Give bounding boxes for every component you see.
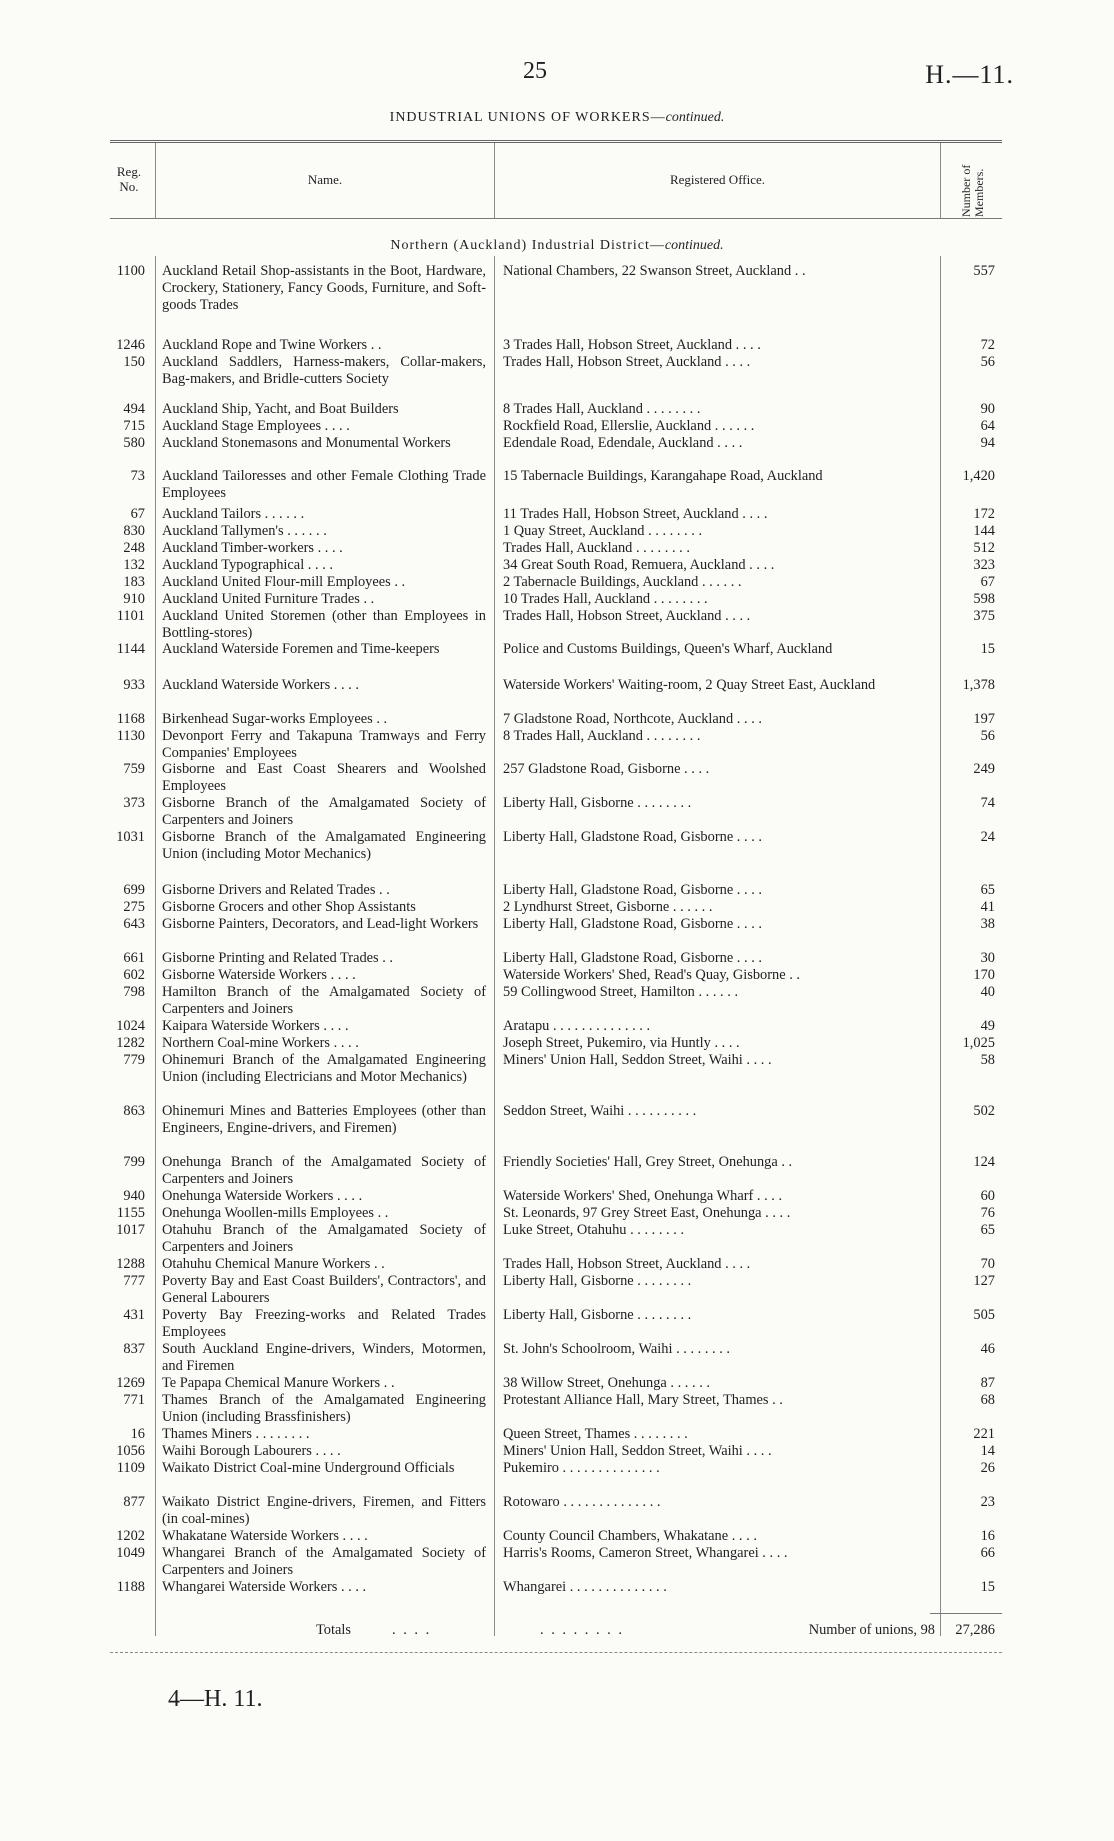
member-count: 375 — [973, 608, 995, 624]
reg-number: 877 — [123, 1494, 145, 1510]
reg-number: 373 — [123, 795, 145, 811]
header-number-of-members — [960, 147, 988, 217]
union-name: Onehunga Waterside Workers . . . . — [162, 1188, 363, 1204]
reg-number: 799 — [123, 1154, 145, 1170]
registered-office: Trades Hall, Auckland . . . . . . . . — [503, 540, 690, 556]
union-name: Waihi Borough Labourers . . . . — [162, 1443, 341, 1459]
reg-number: 602 — [123, 967, 145, 983]
member-count: 90 — [980, 401, 995, 417]
registered-office: 257 Gladstone Road, Gisborne . . . . — [503, 761, 710, 777]
registered-office: 2 Tabernacle Buildings, Auckland . . . . . . — [503, 574, 742, 590]
union-name: Otahuhu Chemical Manure Workers . . — [162, 1256, 385, 1272]
reg-number: 183 — [123, 574, 145, 590]
header-registered-office: Registered Office. — [669, 172, 766, 187]
union-name: Gisborne Branch of the Amalgamated Engineering Union (including Motor Mechanics) — [162, 829, 486, 862]
registered-office: Seddon Street, Waihi . . . . . . . . . . — [503, 1103, 697, 1119]
member-count: 323 — [973, 557, 995, 573]
member-count: 172 — [973, 506, 995, 522]
registered-office: Rockfield Road, Ellerslie, Auckland . . . . . . — [503, 418, 755, 434]
union-name: Onehunga Woollen-mills Employees . . — [162, 1205, 389, 1221]
reg-number: 830 — [123, 523, 145, 539]
member-count: 557 — [973, 263, 995, 279]
registered-office: Liberty Hall, Gisborne . . . . . . . . — [503, 1273, 692, 1289]
reg-number: 910 — [123, 591, 145, 607]
reg-number: 779 — [123, 1052, 145, 1068]
member-count: 64 — [980, 418, 995, 434]
registered-office: Joseph Street, Pukemiro, via Huntly . . . . — [503, 1035, 740, 1051]
reg-number: 863 — [123, 1103, 145, 1119]
union-name: Auckland Retail Shop-assistants in the Boot, Hardware, Crockery, Stationery, Fancy Goods, Furniture, and Soft-goods Trades — [162, 263, 486, 313]
union-name: Auckland Stonemasons and Monumental Workers — [162, 435, 451, 451]
reg-number: 1168 — [116, 711, 145, 727]
union-name: Auckland Stage Employees . . . . — [162, 418, 350, 434]
reg-number: 1031 — [116, 829, 145, 845]
member-count: 46 — [980, 1341, 995, 1357]
district-heading-suffix: continued. — [664, 238, 724, 253]
registered-office: 1 Quay Street, Auckland . . . . . . . . — [503, 523, 703, 539]
registered-office: Miners' Union Hall, Seddon Street, Waihi . . . . — [503, 1052, 772, 1068]
reg-number: 67 — [130, 506, 145, 522]
registered-office: Edendale Road, Edendale, Auckland . . . . — [503, 435, 743, 451]
union-name: Gisborne Painters, Decorators, and Lead-light Workers — [162, 916, 479, 932]
union-name: Auckland Typographical . . . . — [162, 557, 333, 573]
reg-number: 1024 — [116, 1018, 145, 1034]
reg-number: 1246 — [116, 337, 145, 353]
member-count: 65 — [980, 1222, 995, 1238]
reg-number: 1282 — [116, 1035, 145, 1051]
registered-office: 10 Trades Hall, Auckland . . . . . . . . — [503, 591, 708, 607]
reg-number: 759 — [123, 761, 145, 777]
union-name: Poverty Bay and East Coast Builders', Contractors', and General Labourers — [162, 1273, 486, 1306]
registered-office: 38 Willow Street, Onehunga . . . . . . — [503, 1375, 710, 1391]
member-count: 144 — [973, 523, 995, 539]
member-count: 41 — [980, 899, 995, 915]
registered-office: 34 Great South Road, Remuera, Auckland . . . . — [503, 557, 775, 573]
reg-number: 1155 — [116, 1205, 145, 1221]
member-count: 15 — [980, 1579, 995, 1595]
union-name: Auckland Tailoresses and other Female Clothing Trade Employees — [162, 468, 486, 501]
registered-office: Trades Hall, Hobson Street, Auckland . . . . — [503, 354, 751, 370]
reg-number: 1269 — [116, 1375, 145, 1391]
reg-number: 16 — [130, 1426, 145, 1442]
reg-number: 1017 — [116, 1222, 145, 1238]
totals-leader-dots-a: . . . . — [392, 1622, 432, 1638]
member-count: 87 — [980, 1375, 995, 1391]
registered-office: 3 Trades Hall, Hobson Street, Auckland . . . . — [503, 337, 761, 353]
registered-office: 7 Gladstone Road, Northcote, Auckland . . . . — [503, 711, 762, 727]
reg-number: 715 — [123, 418, 145, 434]
footer-reference: 4—H. 11. — [168, 1686, 263, 1712]
union-name: Gisborne Waterside Workers . . . . — [162, 967, 356, 983]
union-name: Kaipara Waterside Workers . . . . — [162, 1018, 349, 1034]
reg-number: 132 — [123, 557, 145, 573]
registered-office: Liberty Hall, Gladstone Road, Gisborne . . . . — [503, 916, 762, 932]
registered-office: Queen Street, Thames . . . . . . . . — [503, 1426, 688, 1442]
registered-office: St. Leonards, 97 Grey Street East, Onehunga . . . . — [503, 1205, 791, 1221]
member-count: 49 — [980, 1018, 995, 1034]
member-count: 30 — [980, 950, 995, 966]
reg-number: 1144 — [116, 641, 145, 657]
union-name: Auckland Ship, Yacht, and Boat Builders — [162, 401, 399, 417]
registered-office: 2 Lyndhurst Street, Gisborne . . . . . . — [503, 899, 713, 915]
member-count: 14 — [980, 1443, 995, 1459]
union-name: Ohinemuri Branch of the Amalgamated Engineering Union (including Electricians and Motor Mechanics) — [162, 1052, 486, 1085]
union-name: Whangarei Waterside Workers . . . . — [162, 1579, 367, 1595]
document-reference: H.—11. — [925, 60, 1014, 89]
union-name: Northern Coal-mine Workers . . . . — [162, 1035, 359, 1051]
registered-office: Police and Customs Buildings, Queen's Wharf, Auckland — [503, 641, 833, 657]
reg-number: 837 — [123, 1341, 145, 1357]
member-count: 67 — [980, 574, 995, 590]
column-divider-office — [940, 256, 941, 1636]
total-members: 27,286 — [955, 1622, 995, 1638]
member-count: 72 — [980, 337, 995, 353]
registered-office: 8 Trades Hall, Auckland . . . . . . . . — [503, 728, 701, 744]
header-bottom-rule — [110, 218, 1002, 219]
union-name: Gisborne and East Coast Shearers and Woolshed Employees — [162, 761, 486, 794]
member-count: 38 — [980, 916, 995, 932]
union-name: Whangarei Branch of the Amalgamated Society of Carpenters and Joiners — [162, 1545, 486, 1578]
registered-office: Luke Street, Otahuhu . . . . . . . . — [503, 1222, 685, 1238]
member-count: 15 — [980, 641, 995, 657]
registered-office: Rotowaro . . . . . . . . . . . . . . — [503, 1494, 661, 1510]
registered-office: Whangarei . . . . . . . . . . . . . . — [503, 1579, 667, 1595]
reg-number: 1100 — [116, 263, 145, 279]
member-count: 60 — [980, 1188, 995, 1204]
registered-office: Liberty Hall, Gladstone Road, Gisborne . . . . — [503, 882, 762, 898]
member-count: 40 — [980, 984, 995, 1000]
union-name: Gisborne Printing and Related Trades . . — [162, 950, 394, 966]
header-members-line2: Members. — [972, 168, 986, 217]
column-divider-name — [494, 256, 495, 1636]
member-count: 598 — [973, 591, 995, 607]
registered-office: 11 Trades Hall, Hobson Street, Auckland . . . . — [503, 506, 768, 522]
member-count: 24 — [980, 829, 995, 845]
registered-office: Liberty Hall, Gladstone Road, Gisborne . . . . — [503, 950, 762, 966]
reg-number: 643 — [123, 916, 145, 932]
member-count: 58 — [980, 1052, 995, 1068]
union-name: South Auckland Engine-drivers, Winders, Motormen, and Firemen — [162, 1341, 486, 1374]
reg-number: 580 — [123, 435, 145, 451]
reg-number: 777 — [123, 1273, 145, 1289]
registered-office: National Chambers, 22 Swanson Street, Auckland . . — [503, 263, 806, 279]
union-name: Gisborne Branch of the Amalgamated Society of Carpenters and Joiners — [162, 795, 486, 828]
member-count: 23 — [980, 1494, 995, 1510]
member-count: 124 — [973, 1154, 995, 1170]
registered-office: 8 Trades Hall, Auckland . . . . . . . . — [503, 401, 701, 417]
member-count: 1,025 — [962, 1035, 995, 1051]
union-name: Auckland Waterside Foremen and Time-keepers — [162, 641, 440, 657]
header-divider-office — [940, 143, 941, 218]
registered-office: Waterside Workers' Shed, Read's Quay, Gisborne . . — [503, 967, 801, 983]
member-count: 502 — [973, 1103, 995, 1119]
bottom-rule — [110, 1652, 1002, 1653]
union-name: Waikato District Coal-mine Underground Officials — [162, 1460, 455, 1476]
column-divider-reg — [155, 256, 156, 1636]
registered-office: Pukemiro . . . . . . . . . . . . . . — [503, 1460, 660, 1476]
union-name: Auckland Tailors . . . . . . — [162, 506, 305, 522]
registered-office: Waterside Workers' Shed, Onehunga Wharf . . . . — [503, 1188, 783, 1204]
member-count: 1,420 — [962, 468, 995, 484]
reg-number: 699 — [123, 882, 145, 898]
union-name: Whakatane Waterside Workers . . . . — [162, 1528, 368, 1544]
registered-office: Liberty Hall, Gisborne . . . . . . . . — [503, 795, 692, 811]
registered-office: Waterside Workers' Waiting-room, 2 Quay Street East, Auckland — [503, 677, 876, 693]
totals-label: Totals — [316, 1622, 351, 1638]
registered-office: Friendly Societies' Hall, Grey Street, Onehunga . . — [503, 1154, 793, 1170]
reg-number: 940 — [123, 1188, 145, 1204]
reg-number: 661 — [123, 950, 145, 966]
registered-office: Liberty Hall, Gladstone Road, Gisborne . . . . — [503, 829, 762, 845]
union-name: Auckland United Furniture Trades . . — [162, 591, 375, 607]
member-count: 94 — [980, 435, 995, 451]
reg-number: 1288 — [116, 1256, 145, 1272]
registered-office: 15 Tabernacle Buildings, Karangahape Road, Auckland — [503, 468, 823, 484]
registered-office: County Council Chambers, Whakatane . . . . — [503, 1528, 757, 1544]
registered-office: Protestant Alliance Hall, Mary Street, Thames . . — [503, 1392, 783, 1408]
header-name: Name. — [307, 172, 343, 187]
registered-office: Liberty Hall, Gisborne . . . . . . . . — [503, 1307, 692, 1323]
header-members-line1: Number of — [959, 164, 973, 217]
reg-number: 1056 — [116, 1443, 145, 1459]
reg-number: 1188 — [116, 1579, 145, 1595]
member-count: 127 — [973, 1273, 995, 1289]
union-name: Otahuhu Branch of the Amalgamated Society of Carpenters and Joiners — [162, 1222, 486, 1255]
union-name: Te Papapa Chemical Manure Workers . . — [162, 1375, 395, 1391]
union-name: Auckland Waterside Workers . . . . — [162, 677, 359, 693]
table-title-suffix: continued. — [665, 110, 725, 125]
union-name: Auckland United Flour-mill Employees . . — [162, 574, 406, 590]
member-count: 74 — [980, 795, 995, 811]
totals-leader-dots-b: . . . . . . . . — [540, 1622, 624, 1638]
registered-office: Trades Hall, Hobson Street, Auckland . . . . — [503, 608, 751, 624]
registered-office: Miners' Union Hall, Seddon Street, Waihi . . . . — [503, 1443, 772, 1459]
reg-number: 1130 — [116, 728, 145, 744]
union-name: Auckland Timber-workers . . . . — [162, 540, 343, 556]
union-name: Ohinemuri Mines and Batteries Employees (other than Engineers, Engine-drivers, and Firemen) — [162, 1103, 486, 1136]
registered-office: 59 Collingwood Street, Hamilton . . . . . . — [503, 984, 739, 1000]
member-count: 197 — [973, 711, 995, 727]
registered-office: Aratapu . . . . . . . . . . . . . . — [503, 1018, 651, 1034]
member-count: 68 — [980, 1392, 995, 1408]
registered-office: St. John's Schoolroom, Waihi . . . . . . . . — [503, 1341, 731, 1357]
member-count: 56 — [980, 354, 995, 370]
reg-number: 275 — [123, 899, 145, 915]
union-name: Auckland Rope and Twine Workers . . — [162, 337, 382, 353]
union-name: Thames Branch of the Amalgamated Engineering Union (including Brassfinishers) — [162, 1392, 486, 1425]
union-name: Gisborne Drivers and Related Trades . . — [162, 882, 390, 898]
member-count: 170 — [973, 967, 995, 983]
union-name: Onehunga Branch of the Amalgamated Society of Carpenters and Joiners — [162, 1154, 486, 1187]
union-name: Thames Miners . . . . . . . . — [162, 1426, 310, 1442]
member-count: 221 — [973, 1426, 995, 1442]
member-count: 512 — [973, 540, 995, 556]
member-count: 1,378 — [962, 677, 995, 693]
reg-number: 798 — [123, 984, 145, 1000]
member-count: 76 — [980, 1205, 995, 1221]
member-count: 16 — [980, 1528, 995, 1544]
reg-number: 248 — [123, 540, 145, 556]
union-name: Gisborne Grocers and other Shop Assistants — [162, 899, 416, 915]
number-of-unions: Number of unions, 98 — [808, 1622, 935, 1638]
member-count: 26 — [980, 1460, 995, 1476]
union-name: Devonport Ferry and Takapuna Tramways and Ferry Companies' Employees — [162, 728, 486, 761]
reg-number: 1109 — [116, 1460, 145, 1476]
reg-number: 150 — [123, 354, 145, 370]
union-name: Hamilton Branch of the Amalgamated Society of Carpenters and Joiners — [162, 984, 486, 1017]
table-title — [0, 110, 1114, 126]
registered-office: Trades Hall, Hobson Street, Auckland . . . . — [503, 1256, 751, 1272]
reg-number: 431 — [123, 1307, 145, 1323]
union-name: Auckland Tallymen's . . . . . . — [162, 523, 327, 539]
registered-office: Harris's Rooms, Cameron Street, Whangarei . . . . — [503, 1545, 788, 1561]
union-name: Auckland United Storemen (other than Employees in Bottling-stores) — [162, 608, 486, 641]
header-reg-line2: No. — [119, 179, 139, 194]
header-top-rule — [110, 140, 1002, 143]
union-name: Birkenhead Sugar-works Employees . . — [162, 711, 388, 727]
header-reg-line1: Reg. — [116, 164, 142, 179]
header-reg-no — [104, 164, 154, 194]
union-name: Auckland Saddlers, Harness-makers, Collar-makers, Bag-makers, and Bridle-cutters Society — [162, 354, 486, 387]
union-name: Poverty Bay Freezing-works and Related Trades Employees — [162, 1307, 486, 1340]
member-count: 66 — [980, 1545, 995, 1561]
page-number: 25 — [523, 58, 547, 84]
reg-number: 1101 — [116, 608, 145, 624]
totals-rule — [930, 1613, 1002, 1614]
table-title-main: INDUSTRIAL UNIONS OF WORKERS— — [389, 110, 666, 125]
reg-number: 1049 — [116, 1545, 145, 1561]
member-count: 505 — [973, 1307, 995, 1323]
district-heading-main: Northern (Auckland) Industrial District— — [390, 238, 665, 253]
member-count: 56 — [980, 728, 995, 744]
district-heading — [0, 238, 1114, 254]
reg-number: 933 — [123, 677, 145, 693]
member-count: 70 — [980, 1256, 995, 1272]
reg-number: 73 — [130, 468, 145, 484]
union-name: Waikato District Engine-drivers, Firemen, and Fitters (in coal-mines) — [162, 1494, 486, 1527]
member-count: 249 — [973, 761, 995, 777]
reg-number: 771 — [123, 1392, 145, 1408]
reg-number: 494 — [123, 401, 145, 417]
member-count: 65 — [980, 882, 995, 898]
reg-number: 1202 — [116, 1528, 145, 1544]
